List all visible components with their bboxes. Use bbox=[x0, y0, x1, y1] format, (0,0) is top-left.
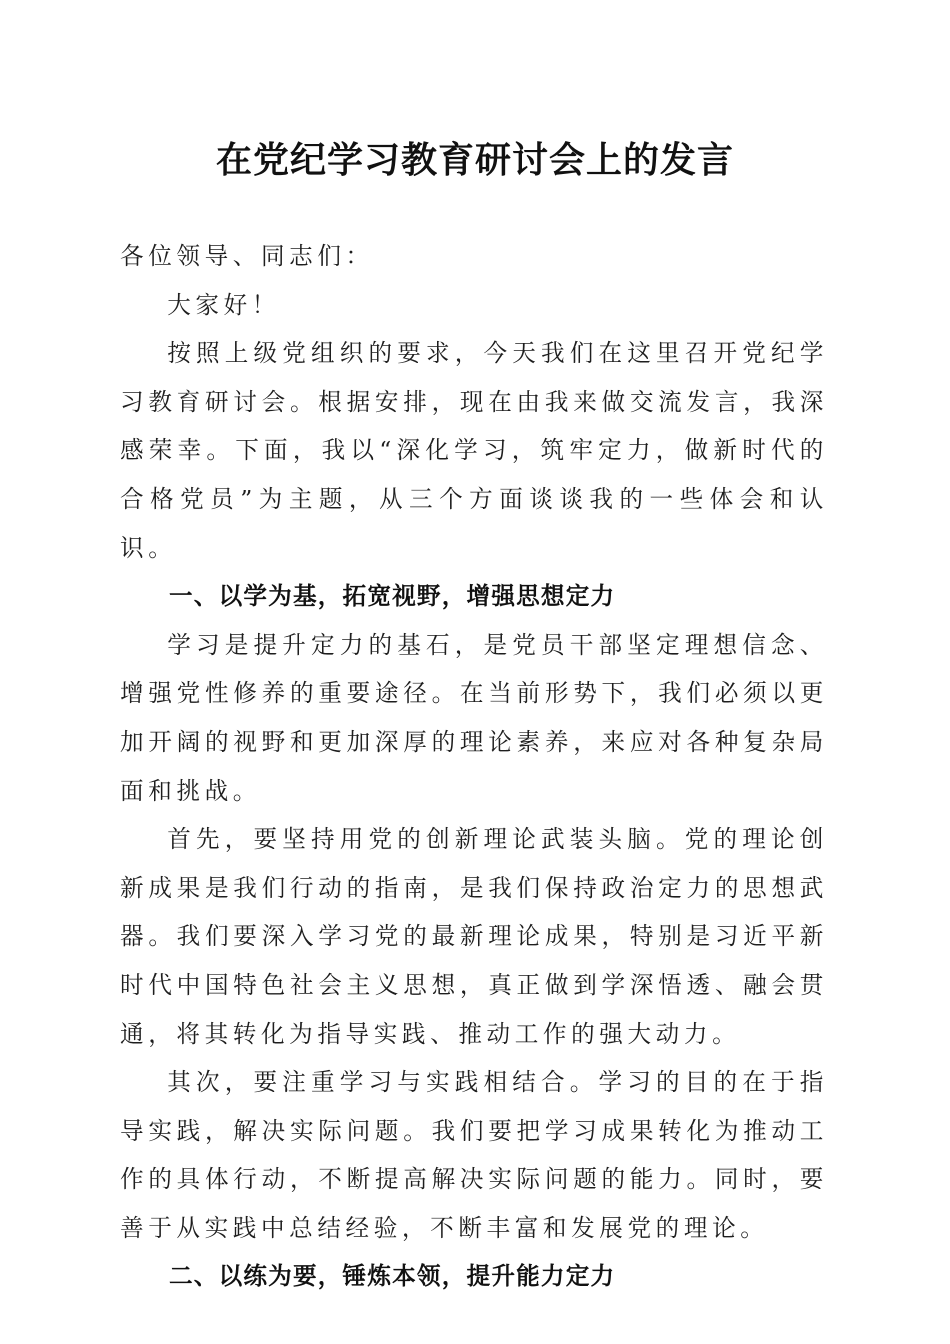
section-1-paragraph-2: 首先，要坚持用党的创新理论武装头脑。党的理论创新成果是我们行动的指南，是我们保持政治定力的思想武器。我们要深入学习党的最新理论成果，特别是习近平新时代中国特色社会主义思想，真正做到学深悟透、融会贯通，将其转化为指导实践、推动工作的强大动力。 bbox=[120, 825, 828, 1048]
section-1-heading: 一、以学为基，拓宽视野，增强思想定力 bbox=[169, 582, 616, 611]
intro-paragraph: 按照上级党组织的要求，今天我们在这里召开党纪学习教育研讨会。根据安排，现在由我来做交流发言，我深感荣幸。下面，我以“深化学习，筑牢定力，做新时代的合格党员”为主题，从三个方面谈谈我的一些体会和认识。 bbox=[120, 339, 828, 562]
section-2-heading: 二、以练为要，锤炼本领，提升能力定力 bbox=[169, 1262, 616, 1291]
section-1-paragraph-1: 学习是提升定力的基石，是党员干部坚定理想信念、增强党性修养的重要途径。在当前形势下，我们必须以更加开阔的视野和更加深厚的理论素养，来应对各种复杂局面和挑战。 bbox=[120, 630, 828, 805]
document-body bbox=[120, 232, 828, 1301]
document-title: 在党纪学习教育研讨会上的发言 bbox=[215, 139, 734, 181]
section-1-paragraph-3: 其次，要注重学习与实践相结合。学习的目的在于指导实践，解决实际问题。我们要把学习成果转化为推动工作的具体行动，不断提高解决实际问题的能力。同时，要善于从实践中总结经验，不断丰富和发展党的理论。 bbox=[120, 1068, 828, 1242]
greeting: 大家好！ bbox=[167, 290, 280, 319]
salutation: 各位领导、同志们： bbox=[120, 242, 374, 270]
